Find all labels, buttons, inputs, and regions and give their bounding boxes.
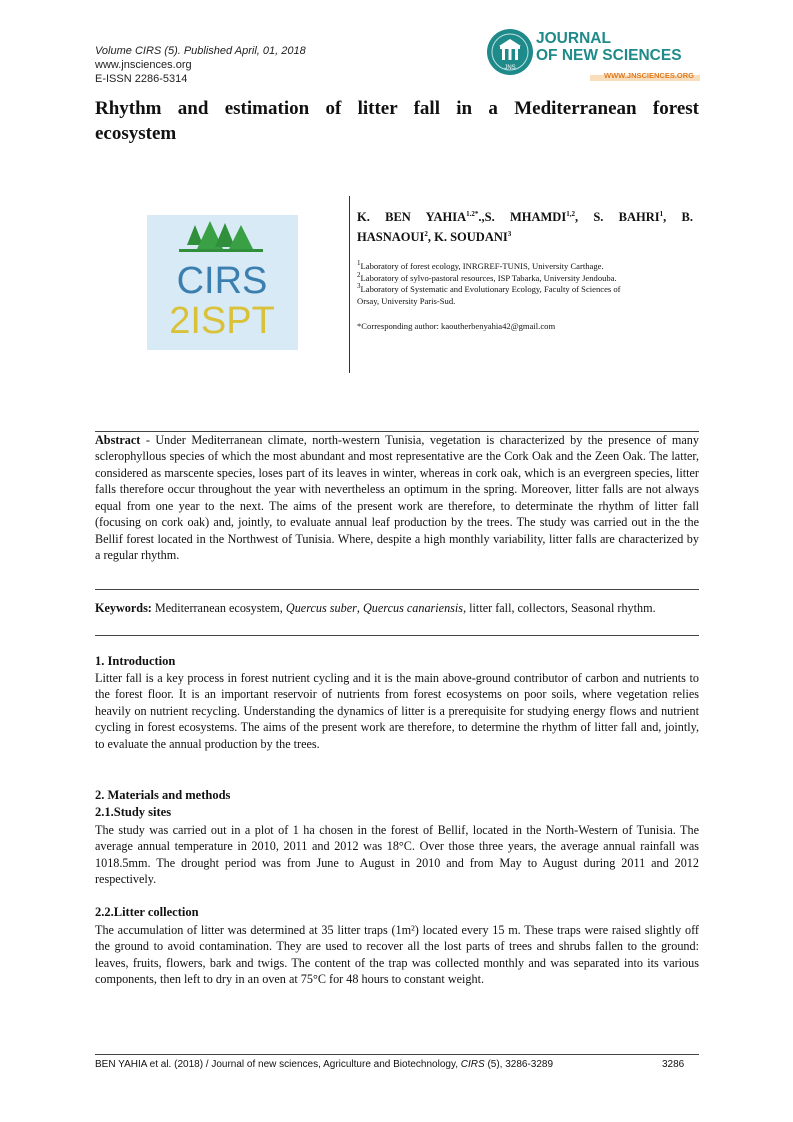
abstract-bottom-rule [95,589,699,590]
paper-title-line2: ecosystem [95,123,177,144]
volume-info: Volume CIRS (5). Published April, 01, 2018 [95,45,306,57]
study-sites-heading: 2.1.Study sites [95,805,172,819]
intro-text: Litter fall is a key process in forest nutrient cycling and it is the main above-ground contributor of carbon and nutrients to the forest floor. It is an important reservoir of nutrients from forest ecosystems on poor soils, where vegetation relies heavily on nutrient recycling. Understanding the dynamics of litter is a prerequisite for studying energy flows and nutrient cycling in forest ecosystems. The aims of the present work are therefore, to determine the rhythm of litter fall and, jointly, to evaluate the annual production by the trees. [95,671,699,751]
footer [95,1059,685,1070]
page-number: 3286 [662,1059,685,1070]
affiliation-2: $^2$Laboratory of sylvo-pastoral resources, ISP Tabarka, University Jendouba. [357,270,617,283]
intro-heading: 1. Introduction [95,654,176,668]
journal-website: www.jnsciences.org [95,59,192,71]
affiliation-3-cont: Orsay, University Paris-Sud. [357,295,456,306]
journal-seal-icon [486,28,534,76]
journal-logo [486,28,701,88]
paper-title-line1: Rhythm and estimation of litter fall in a Mediterranean forest [95,98,699,119]
cirs-logo-text: CIRS [176,260,268,302]
keywords-bottom-rule [95,635,699,636]
footer-citation: BEN YAHIA et al. (2018) / Journal of new sciences, Agriculture and Biotechnology, CIRS (5), 3286-3289 [95,1059,554,1070]
issn: E-ISSN 2286-5314 [95,73,188,85]
methods-heading: 2. Materials and methods [95,788,231,802]
litter-text: The accumulation of litter was determined at 35 litter traps (1m²) located every 15 m. These traps were raised slightly off the ground to avoid contamination. They are used to recover all the lost parts of trees and shrubs fallen to the ground: leaves, fruits, flowers, bark and twigs. The content of the trap was collected monthly and was separated into its various components, then left to dry in an oven at 75°C for 48 hours to constant weight. [95,923,699,987]
footer-rule [95,1054,699,1055]
journal-name: JOURNAL OF NEW SCIENCES [536,30,682,64]
affiliation-1: $^1$Laboratory of forest ecology, INRGREF-TUNIS, University Carthage. [357,259,604,271]
affiliations [357,261,695,307]
authors-line1: K. BEN $YAHIA^{1.2*}.,S$. MHAMDI$^{1,2}$, S. BAHRI$^1$, B. [357,209,693,224]
2ispt-logo-text: 2ISPT [169,300,275,342]
litter-heading: 2.2.Litter collection [95,905,199,919]
author-divider [349,196,350,373]
corresponding-author: *Corresponding author: kaoutherbenyahia42@gmail.com [357,321,556,331]
journal-header-meta [95,44,306,86]
study-sites-text: The study was carried out in a plot of 1 ha chosen in the forest of Bellif, located in the North-Western of Tunisia. The average annual temperature in 2010, 2011 and 2012 was 18°C. Over those three years, the average annual rainfall was 1018.5mm. The drought period was from June to August in 2010 and from May to August during 2011 and 2012 respectively. [95,823,699,887]
abstract: Abstract - Under Mediterranean climate, north-western Tunisia, vegetation is characterized by the presence of many sclerophyllous species of which the most abundant and most representative are the Cork Oak and the Zeen Oak. The latter, considered as marscente species, loses part of its leaves in winter, whereas in cork oak, which is an evergreen species, litter falls therefore occur throughout the year with nevertheless an optimum in the spring. Moreover, litter falls are not always equal from one year to the next. The aims of the present work are therefore, to determinate the rhythm of litter fall (focusing on cork oak) and, jointly, to evaluate annual leaf production by the trees. The study was carried out in the the Bellif forest located in the Northwest of Tunisia. Where, despite a high monthly variability, litter falls are characterized by a regular rhythm. [95,433,699,563]
journal-url: WWW.JNSCIENCES.ORG [604,71,695,80]
cirs-2ispt-logo-image [147,215,298,350]
authors-line2: HASNAOUI$^2$, K. SOUDANI$^3$ [357,229,512,244]
affiliation-3: $^3$Laboratory of Systematic and Evolutionary Ecology, Faculty of Sciences of [357,282,621,295]
conference-logo [147,215,298,350]
keywords: Keywords: Mediterranean ecosystem, Quercus suber, Quercus canariensis, litter fall, collectors, Seasonal rhythm. [95,601,656,615]
svg-text:JNS: JNS [504,65,516,71]
